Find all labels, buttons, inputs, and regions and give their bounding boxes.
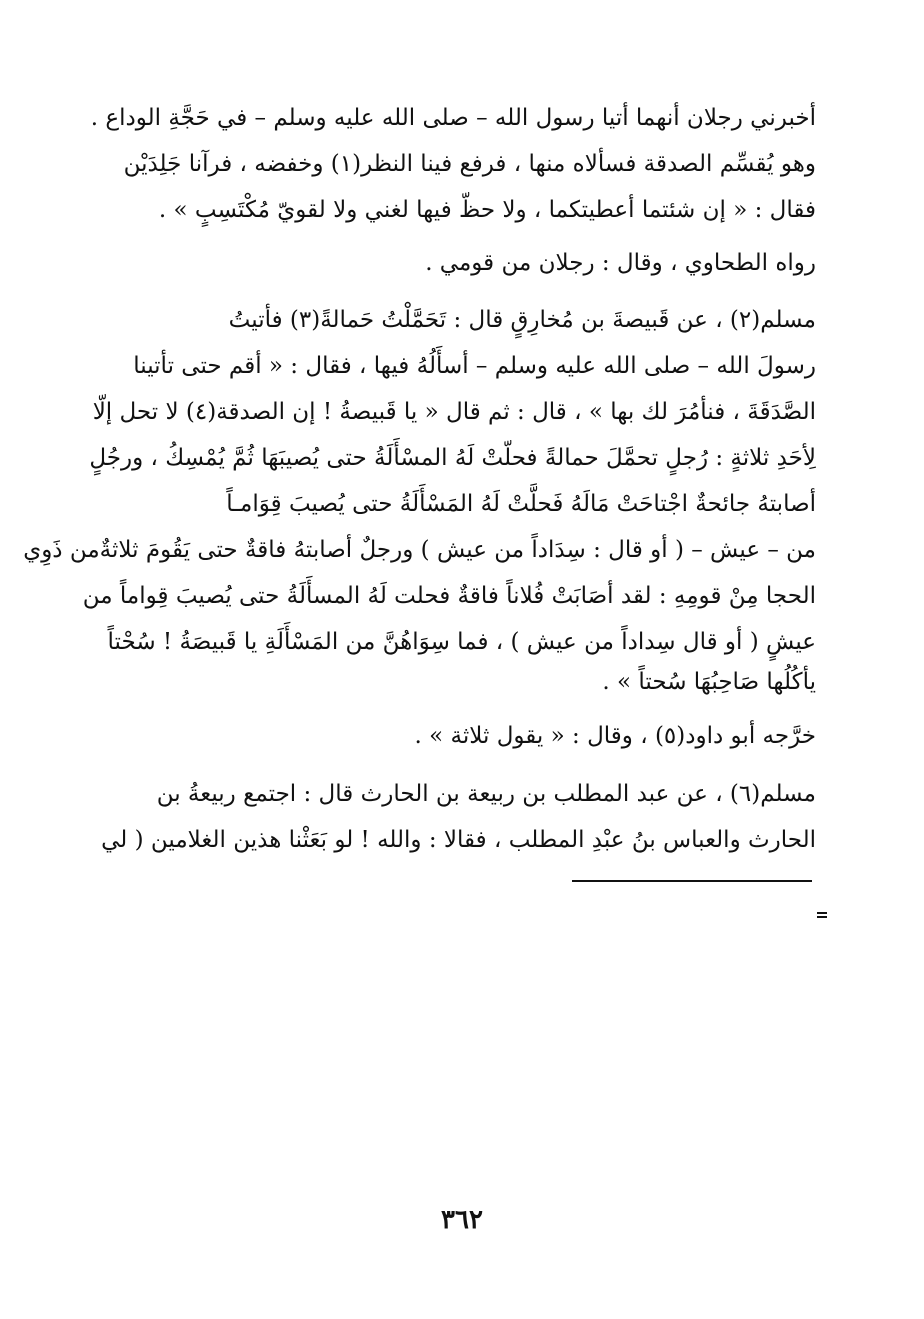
continuation-mark [817, 912, 827, 918]
body-line: أخبرني رجلان أنهما أتيا رسول الله – صلى الله عليه وسلم – في حَجَّةِ الوداع . [90, 105, 816, 131]
body-line: فقال : « إن شئتما أعطيتكما ، ولا حظّ فيها لغني ولا لقويّ مُكْتَسِبٍ » . [158, 197, 816, 223]
body-line: رسولَ الله – صلى الله عليه وسلم – أسأَلُهُ فيها ، فقال : « أقم حتى تأتينا [133, 353, 816, 379]
body-line: مسلم(٦) ، عن عبد المطلب بن ربيعة بن الحارث قال : اجتمع ربيعةُ بن [156, 781, 816, 807]
body-line: وهو يُقسِّم الصدقة فسألاه منها ، فرفع فينا النظر(١) وخفضه ، فرآنا جَلِدَيْن [123, 151, 816, 177]
body-line: مسلم(٢) ، عن قَبيصةَ بن مُخارِقٍ قال : تَحَمَّلْتُ حَمالةً(٣) فأتيتُ [228, 307, 816, 333]
body-line: يأكُلُها صَاحِبُهَا سُحتاً » . [602, 669, 816, 695]
body-line: الصَّدَقَةَ ، فنأمُرَ لك بها » ، قال : ثم قال « يا قَبيصةُ ! إن الصدقة(٤) لا تحل إلّا [92, 399, 816, 425]
body-line: عيشٍ ( أو قال سِداداً من عيش ) ، فما سِوَاهُنَّ من المَسْأَلَةِ يا قَبيصَةُ ! سُحْتاً [107, 629, 816, 655]
body-line: الحجا مِنْ قومِهِ : لقد أصَابَتْ فُلاناً فاقةٌ فحلت لَهُ المسأَلَةُ حتى يُصيبَ قِواماً من [82, 583, 816, 609]
page-number: ٣٦٢ [441, 1205, 483, 1235]
body-line: الحارث والعباس بنُ عبْدِ المطلب ، فقالا : والله ! لو بَعَثْنا هذين الغلامين ( لي [101, 827, 816, 853]
body-line: أصابتهُ جائحةٌ اجْتاحَتْ مَالَهُ فَحلَّتْ لَهُ المَسْأَلَةُ حتى يُصيبَ قِوَامـاً [226, 491, 816, 517]
footnote-rule [572, 880, 812, 882]
body-line: من – عيش – ( أو قال : سِدَاداً من عيش ) ورجلٌ أصابتهُ فاقةٌ حتى يَقُومَ ثلاثةٌمن ذَوِي [23, 537, 816, 563]
body-line: رواه الطحاوي ، وقال : رجلان من قومي . [425, 250, 816, 276]
body-line: خرَّجه أبو داود(٥) ، وقال : « يقول ثلاثة » . [414, 723, 816, 749]
body-line: لِأحَدِ ثلاثةٍ : رُجلٍ تحمَّلَ حمالةً فحلّتْ لَهُ المسْأَلَةُ حتى يُصيبَهَا ثُمَّ يُمْسِكُ ، ورجُلٍ [89, 445, 816, 471]
